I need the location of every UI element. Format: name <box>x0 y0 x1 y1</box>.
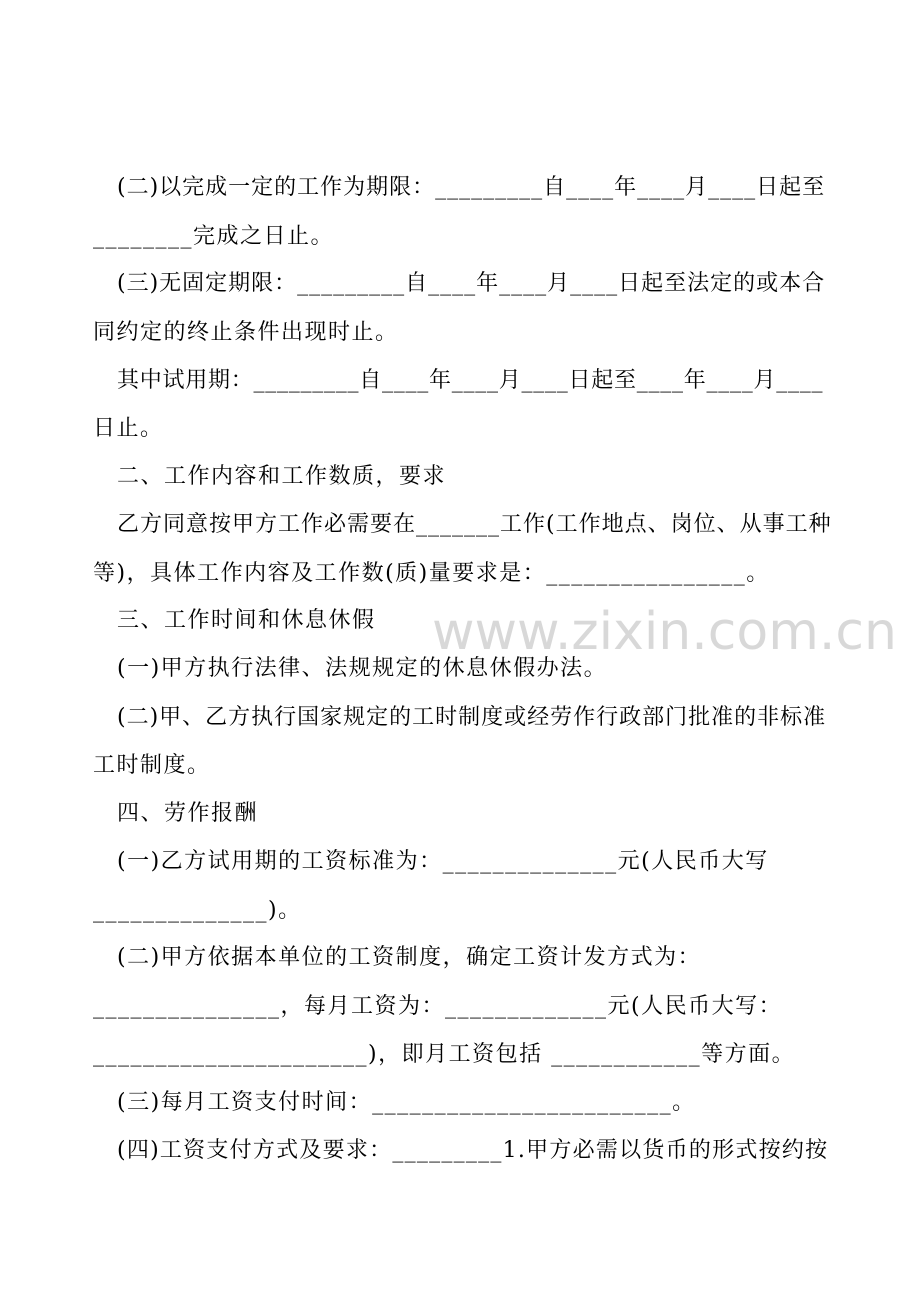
paragraph-line: (三)无固定期限：_________自____年____月____日起至法定的或本合 <box>117 271 826 296</box>
paragraph-line: 等)，具体工作内容及工作数(质)量要求是：________________。 <box>93 561 770 586</box>
paragraph-line: ______________________)，即月工资包括 ____________等方面。 <box>93 1042 796 1067</box>
paragraph-line: (二)以完成一定的工作为期限：_________自____年____月____日起至 <box>117 175 826 200</box>
paragraph-line: 工时制度。 <box>93 753 211 778</box>
paragraph-line: 同约定的终止条件出现时止。 <box>93 320 399 345</box>
section-heading: 二、工作内容和工作数质，要求 <box>117 464 447 489</box>
paragraph-line: (一)甲方执行法律、法规规定的休息休假办法。 <box>117 656 608 681</box>
paragraph-line: 乙方同意按甲方工作必需要在_______工作(工作地点、岗位、从事工种 <box>117 512 832 537</box>
paragraph-line: (二)甲、乙方执行国家规定的工时制度或经劳作行政部门批准的非标准 <box>117 705 827 730</box>
paragraph-line: (三)每月工资支付时间：________________________。 <box>117 1090 696 1115</box>
paragraph-line: (一)乙方试用期的工资标准为：______________元(人民币大写 <box>117 849 769 874</box>
paragraph-line: 其中试用期：_________自____年____月____日起至____年____月____ <box>117 368 824 393</box>
paragraph-line: 日止。 <box>93 416 164 441</box>
paragraph-line: _______________，每月工资为：_____________元(人民币大写： <box>93 994 783 1019</box>
section-heading: 三、工作时间和休息休假 <box>117 608 376 633</box>
paragraph-line: ______________)。 <box>93 898 302 923</box>
paragraph-line: (二)甲方依据本单位的工资制度，确定工资计发方式为： <box>117 945 702 970</box>
section-heading: 四、劳作报酬 <box>117 801 259 826</box>
paragraph-line: ________完成之日止。 <box>93 224 335 249</box>
watermark: www.zixin.com.cn <box>432 602 897 662</box>
paragraph-line: (四)工资支付方式及要求：_________1.甲方必需以货币的形式按约按 <box>117 1138 829 1163</box>
